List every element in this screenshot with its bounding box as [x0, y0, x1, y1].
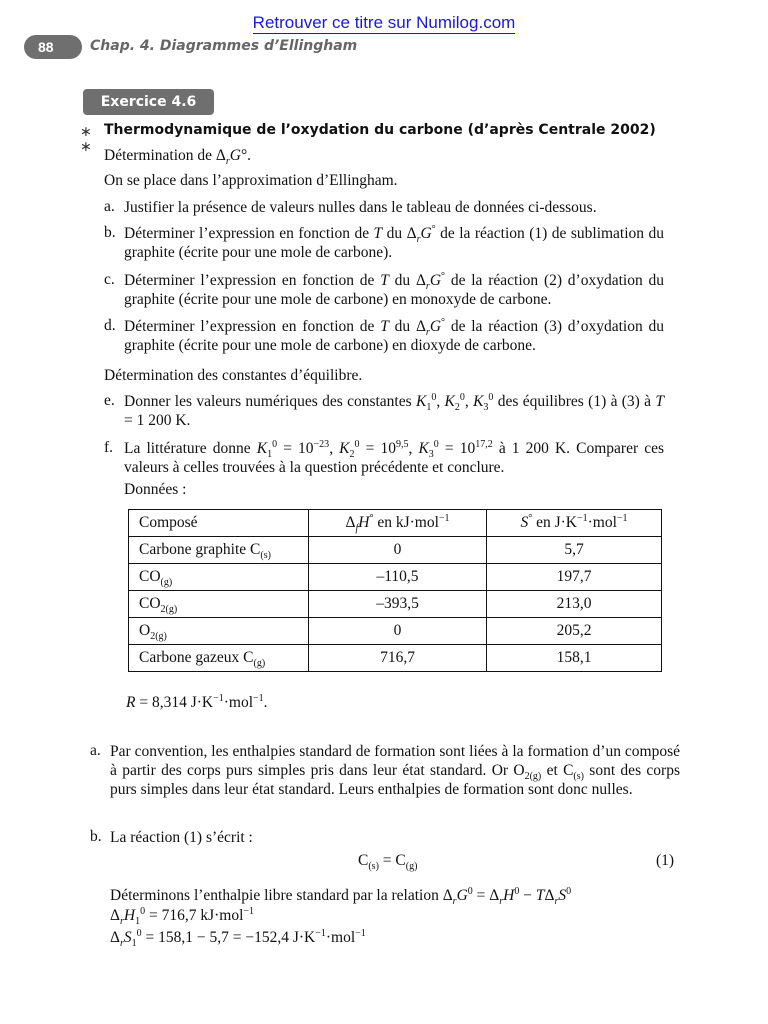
difficulty-star-icon: ∗ — [80, 139, 92, 155]
question-e: e. Donner les valeurs numériques des constantes $K_1^0$, $K_2^0$, $K_3^0$ des équilibres (1) à (3) à T = 1 200 K. — [104, 391, 664, 429]
table-cell: 205,2 — [487, 618, 662, 645]
difficulty-star-icon: ∗ — [80, 124, 92, 140]
relation-line: Déterminons l’enthalpie libre standard par la relation $\Delta_rG^0 = \Delta_rH^0 - T\Delta_rS^0$ — [110, 885, 572, 908]
reaction-equation-1: $C_{(s)} = C_{(g)}$ — [358, 852, 418, 873]
table-cell: 197,7 — [487, 564, 662, 591]
question-f: f. La littérature donne $K_1^0 = 10^{-23}$, $K_2^0 = 10^{9,5}$, $K_3^0 = 10^{17,2}$ à 1 200 K. Comparer ces valeurs à celles trouvées à la question précédente et conclure. — [104, 438, 665, 476]
numilog-link[interactable]: Retrouver ce titre sur Numilog.com — [252, 13, 516, 32]
table-cell: Carbone graphite $C_{(s)}$ — [129, 537, 309, 564]
table-row — [129, 591, 662, 618]
table-header-cell: Composé — [129, 510, 309, 537]
table-cell: 158,1 — [487, 645, 662, 672]
table-header-cell: S° en $J\cdot K^{-1}\cdot mol^{-1}$ — [487, 510, 662, 537]
equation-number: (1) — [656, 852, 675, 869]
table-cell: 0 — [309, 537, 487, 564]
table-row — [129, 537, 662, 564]
data-table — [128, 509, 662, 672]
question-b: b. Déterminer l’expression en fonction de T du $\Delta_rG^\circ$ de la réaction (1) de sublimation du graphite (écrite pour une mole de carbone). — [104, 223, 665, 261]
table-cell: –110,5 — [309, 564, 487, 591]
table-row — [129, 564, 662, 591]
table-row — [129, 618, 662, 645]
approximation-note: On se place dans l’approximation d’Ellingham. — [104, 172, 398, 189]
answer-a: a. Par convention, les enthalpies standard de formation sont liées à la formation d’un composé à partir des corps purs simples pris dans leur état standard. Or $O_{2(g)}$ et $C_{(s)}$ sont des corps purs simples dans leur état standard. Leurs enthalpies de formation sont donc nulles. — [90, 742, 680, 798]
exercise-badge: Exercice 4.6 — [83, 89, 214, 115]
gas-constant: R = 8,314 $J\cdot K^{-1}\cdot mol^{-1}$. — [126, 692, 268, 711]
table-cell: 716,7 — [309, 645, 487, 672]
table-cell: 0 — [309, 618, 487, 645]
table-cell: $O_{2(g)}$ — [129, 618, 309, 645]
table-cell: 5,7 — [487, 537, 662, 564]
table-cell: Carbone gazeux $C_{(g)}$ — [129, 645, 309, 672]
table-row — [129, 645, 662, 672]
question-a: a. Justifier la présence de valeurs nulles dans le tableau de données ci-dessous. — [104, 198, 597, 216]
table-header-cell: $\Delta_fH^\circ$ en kJ·mol$^{-1}$ — [309, 510, 487, 537]
table-cell: –393,5 — [309, 591, 487, 618]
table-header-row — [129, 510, 662, 537]
exercise-title: Thermodynamique de l’oxydation du carbone (d’après Centrale 2002) — [104, 122, 656, 138]
table-cell: $CO_{(g)}$ — [129, 564, 309, 591]
part2-heading: Détermination des constantes d’équilibre. — [104, 367, 363, 384]
enthalpy-line: $\Delta_rH_1^0 = 716,7$ kJ·mol$^{-1}$ — [110, 905, 255, 928]
question-c: c. Déterminer l’expression en fonction de T du $\Delta_rG^\circ$ de la réaction (2) d’oxydation du graphite (écrite pour une mole de carbone) en monoxyde de carbone. — [104, 270, 665, 308]
table-cell: 213,0 — [487, 591, 662, 618]
donnees-label: Données : — [124, 481, 187, 498]
page-number: 88 — [24, 35, 82, 59]
question-d: d. Déterminer l’expression en fonction de T du $\Delta_rG^\circ$ de la réaction (3) d’oxydation du graphite (écrite pour une mole de carbone) en dioxyde de carbone. — [104, 316, 665, 354]
entropy-line: $\Delta_rS_1^0 = 158,1 - 5,7 = -152,4$ $J\cdot K^{-1}\cdot mol^{-1}$ — [110, 927, 366, 950]
chapter-title: Chap. 4. Diagrammes d’Ellingham — [90, 38, 358, 54]
table-cell: $CO_{2(g)}$ — [129, 591, 309, 618]
part1-heading: Détermination de $\Delta_rG^\circ$. — [104, 147, 252, 168]
answer-b: b. La réaction (1) s’écrit : — [90, 828, 253, 846]
